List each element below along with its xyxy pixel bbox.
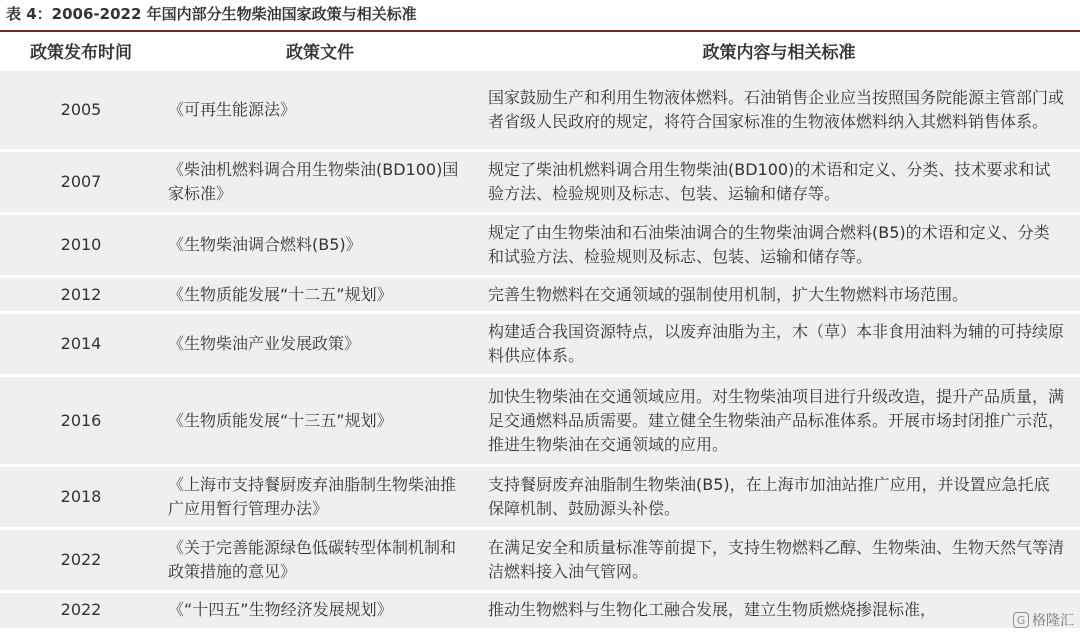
row-year: 2005 bbox=[0, 70, 162, 151]
row-document: 《生物柴油调合燃料(B5)》 bbox=[162, 214, 478, 277]
table-header-row bbox=[0, 32, 1080, 70]
table-row bbox=[0, 277, 1080, 313]
row-year: 2010 bbox=[0, 214, 162, 277]
table-row bbox=[0, 70, 1080, 151]
table-row bbox=[0, 313, 1080, 376]
row-document: 《生物柴油产业发展政策》 bbox=[162, 313, 478, 376]
row-document: 《生物质能发展“十二五”规划》 bbox=[162, 277, 478, 313]
row-year: 2016 bbox=[0, 376, 162, 466]
row-content: 规定了由生物柴油和石油柴油调合的生物柴油调合燃料(B5)的术语和定义、分类和试验方法、检验规则及标志、包装、运输和储存等。 bbox=[478, 214, 1080, 277]
table-row bbox=[0, 466, 1080, 529]
watermark-text: 格隆汇 bbox=[1032, 613, 1074, 629]
row-year: 2007 bbox=[0, 151, 162, 214]
watermark bbox=[1013, 610, 1074, 630]
row-document: 《生物质能发展“十三五”规划》 bbox=[162, 376, 478, 466]
row-content: 国家鼓励生产和利用生物液体燃料。石油销售企业应当按照国务院能源主管部门或者省级人民政府的规定，将符合国家标准的生物液体燃料纳入其燃料销售体系。 bbox=[478, 70, 1080, 151]
row-year: 2018 bbox=[0, 466, 162, 529]
row-year: 2012 bbox=[0, 277, 162, 313]
table-row bbox=[0, 592, 1080, 628]
table-row bbox=[0, 376, 1080, 466]
header-document: 政策文件 bbox=[162, 32, 478, 70]
header-content: 政策内容与相关标准 bbox=[478, 32, 1080, 70]
table-caption: 表 4：2006-2022 年国内部分生物柴油国家政策与相关标准 bbox=[6, 5, 417, 23]
table-row bbox=[0, 214, 1080, 277]
row-year: 2022 bbox=[0, 529, 162, 592]
row-document: 《柴油机燃料调合用生物柴油(BD100)国家标准》 bbox=[162, 151, 478, 214]
row-document: 《上海市支持餐厨废弃油脂制生物柴油推广应用暂行管理办法》 bbox=[162, 466, 478, 529]
row-content: 推动生物燃料与生物化工融合发展，建立生物质燃烧掺混标准， bbox=[478, 592, 1080, 628]
row-year: 2022 bbox=[0, 592, 162, 628]
table-row bbox=[0, 151, 1080, 214]
watermark-logo-icon: G bbox=[1013, 612, 1029, 628]
row-document: 《关于完善能源绿色低碳转型体制机制和政策措施的意见》 bbox=[162, 529, 478, 592]
row-document: 《“十四五”生物经济发展规划》 bbox=[162, 592, 478, 628]
row-content: 构建适合我国资源特点，以废弃油脂为主，木（草）本非食用油料为辅的可持续原料供应体系。 bbox=[478, 313, 1080, 376]
policy-table bbox=[0, 32, 1080, 628]
row-content: 支持餐厨废弃油脂制生物柴油(B5)，在上海市加油站推广应用，并设置应急托底保障机制、鼓励源头补偿。 bbox=[478, 466, 1080, 529]
row-content: 在满足安全和质量标准等前提下，支持生物燃料乙醇、生物柴油、生物天然气等清洁燃料接入油气管网。 bbox=[478, 529, 1080, 592]
row-content: 规定了柴油机燃料调合用生物柴油(BD100)的术语和定义、分类、技术要求和试验方法、检验规则及标志、包装、运输和储存等。 bbox=[478, 151, 1080, 214]
row-content: 完善生物燃料在交通领域的强制使用机制，扩大生物燃料市场范围。 bbox=[478, 277, 1080, 313]
row-year: 2014 bbox=[0, 313, 162, 376]
row-content: 加快生物柴油在交通领域应用。对生物柴油项目进行升级改造，提升产品质量，满足交通燃料品质需要。建立健全生物柴油产品标准体系。开展市场封闭推广示范，推进生物柴油在交通领域的应用。 bbox=[478, 376, 1080, 466]
header-year: 政策发布时间 bbox=[0, 32, 162, 70]
table-row bbox=[0, 529, 1080, 592]
row-document: 《可再生能源法》 bbox=[162, 70, 478, 151]
